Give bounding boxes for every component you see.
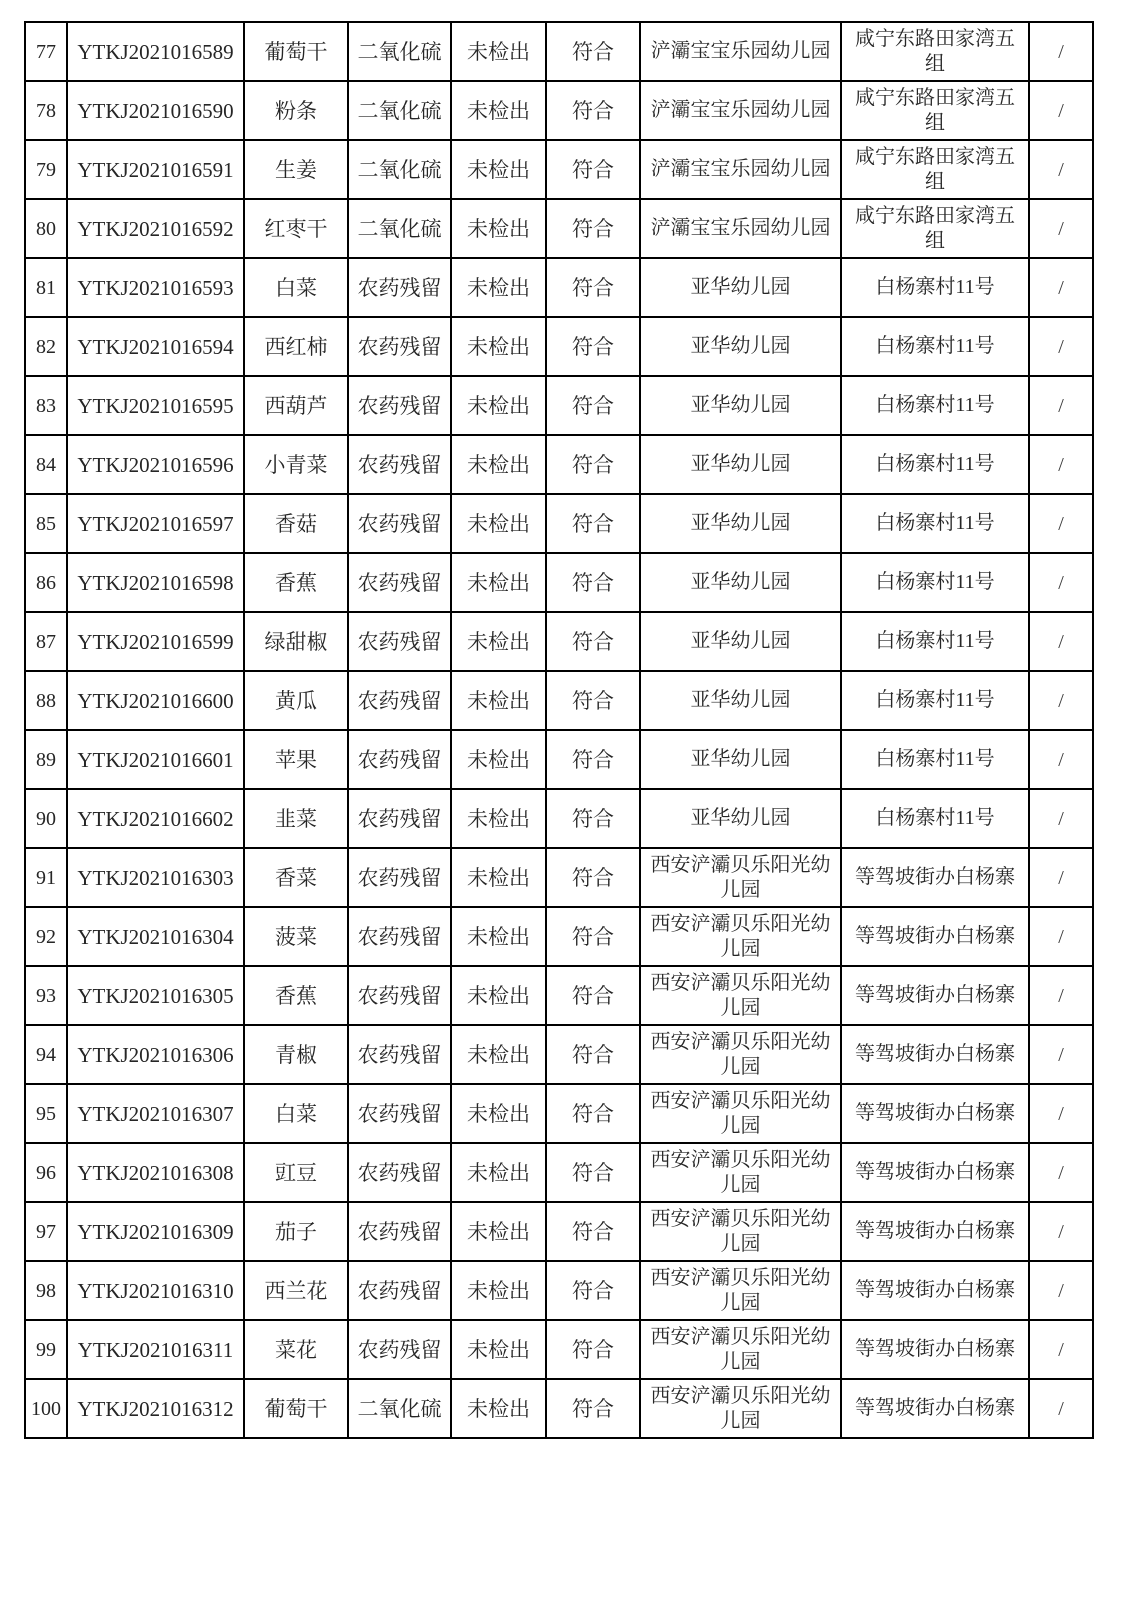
cell-sample-name: 小青菜 [244, 435, 348, 494]
cell-inspected-unit: 亚华幼儿园 [640, 376, 841, 435]
cell-inspected-unit: 西安浐灞贝乐阳光幼儿园 [640, 907, 841, 966]
cell-test-item: 二氧化硫 [348, 1379, 451, 1438]
cell-inspected-unit: 亚华幼儿园 [640, 730, 841, 789]
cell-sample-name: 香菜 [244, 848, 348, 907]
cell-unit-address: 等驾坡街办白杨寨 [841, 1379, 1029, 1438]
cell-sample-name: 黄瓜 [244, 671, 348, 730]
cell-sample-name: 菠菜 [244, 907, 348, 966]
cell-inspected-unit: 西安浐灞贝乐阳光幼儿园 [640, 1143, 841, 1202]
cell-sample-name: 香蕉 [244, 966, 348, 1025]
table-row [25, 907, 1093, 966]
cell-inspected-unit: 浐灞宝宝乐园幼儿园 [640, 81, 841, 140]
cell-remark: / [1029, 435, 1093, 494]
table-row [25, 1084, 1093, 1143]
cell-test-result: 未检出 [451, 22, 546, 81]
cell-sample-id: YTKJ2021016311 [67, 1320, 244, 1379]
cell-row-number: 90 [25, 789, 67, 848]
cell-sample-name: 西葫芦 [244, 376, 348, 435]
cell-sample-id: YTKJ2021016304 [67, 907, 244, 966]
table-row [25, 612, 1093, 671]
cell-conclusion: 符合 [546, 258, 640, 317]
table-row [25, 730, 1093, 789]
cell-test-item: 农药残留 [348, 494, 451, 553]
cell-test-result: 未检出 [451, 966, 546, 1025]
cell-unit-address: 等驾坡街办白杨寨 [841, 1261, 1029, 1320]
cell-test-item: 农药残留 [348, 730, 451, 789]
cell-sample-name: 白菜 [244, 1084, 348, 1143]
cell-unit-address: 白杨寨村11号 [841, 376, 1029, 435]
table-body [25, 22, 1093, 1438]
cell-test-item: 农药残留 [348, 376, 451, 435]
table-row [25, 22, 1093, 81]
cell-sample-name: 红枣干 [244, 199, 348, 258]
table-row [25, 140, 1093, 199]
cell-sample-id: YTKJ2021016594 [67, 317, 244, 376]
cell-test-item: 农药残留 [348, 317, 451, 376]
table-row [25, 258, 1093, 317]
cell-test-result: 未检出 [451, 258, 546, 317]
cell-sample-id: YTKJ2021016309 [67, 1202, 244, 1261]
cell-inspected-unit: 浐灞宝宝乐园幼儿园 [640, 199, 841, 258]
cell-test-item: 二氧化硫 [348, 140, 451, 199]
cell-remark: / [1029, 81, 1093, 140]
cell-row-number: 99 [25, 1320, 67, 1379]
cell-sample-id: YTKJ2021016590 [67, 81, 244, 140]
cell-sample-name: 韭菜 [244, 789, 348, 848]
cell-sample-id: YTKJ2021016592 [67, 199, 244, 258]
table-row [25, 1143, 1093, 1202]
cell-sample-name: 豇豆 [244, 1143, 348, 1202]
cell-test-result: 未检出 [451, 1084, 546, 1143]
cell-conclusion: 符合 [546, 317, 640, 376]
cell-test-item: 农药残留 [348, 435, 451, 494]
cell-remark: / [1029, 1379, 1093, 1438]
cell-sample-name: 香蕉 [244, 553, 348, 612]
cell-unit-address: 等驾坡街办白杨寨 [841, 1143, 1029, 1202]
cell-inspected-unit: 西安浐灞贝乐阳光幼儿园 [640, 848, 841, 907]
cell-unit-address: 白杨寨村11号 [841, 553, 1029, 612]
cell-row-number: 80 [25, 199, 67, 258]
cell-unit-address: 白杨寨村11号 [841, 789, 1029, 848]
table-row [25, 1202, 1093, 1261]
cell-sample-name: 苹果 [244, 730, 348, 789]
cell-test-item: 农药残留 [348, 258, 451, 317]
cell-sample-name: 茄子 [244, 1202, 348, 1261]
cell-inspected-unit: 西安浐灞贝乐阳光幼儿园 [640, 1025, 841, 1084]
cell-remark: / [1029, 553, 1093, 612]
table-row [25, 966, 1093, 1025]
cell-test-item: 农药残留 [348, 966, 451, 1025]
cell-conclusion: 符合 [546, 848, 640, 907]
inspection-results-table [24, 21, 1094, 1439]
cell-test-result: 未检出 [451, 553, 546, 612]
cell-conclusion: 符合 [546, 22, 640, 81]
table-row [25, 376, 1093, 435]
cell-conclusion: 符合 [546, 966, 640, 1025]
cell-remark: / [1029, 1261, 1093, 1320]
cell-test-result: 未检出 [451, 730, 546, 789]
cell-test-result: 未检出 [451, 1143, 546, 1202]
cell-sample-name: 粉条 [244, 81, 348, 140]
cell-test-result: 未检出 [451, 376, 546, 435]
cell-inspected-unit: 浐灞宝宝乐园幼儿园 [640, 140, 841, 199]
table-row [25, 1261, 1093, 1320]
cell-unit-address: 等驾坡街办白杨寨 [841, 966, 1029, 1025]
cell-test-item: 农药残留 [348, 671, 451, 730]
cell-test-item: 二氧化硫 [348, 199, 451, 258]
cell-test-result: 未检出 [451, 671, 546, 730]
cell-sample-id: YTKJ2021016596 [67, 435, 244, 494]
cell-test-result: 未检出 [451, 1025, 546, 1084]
cell-sample-id: YTKJ2021016600 [67, 671, 244, 730]
cell-unit-address: 白杨寨村11号 [841, 730, 1029, 789]
cell-row-number: 86 [25, 553, 67, 612]
cell-sample-id: YTKJ2021016303 [67, 848, 244, 907]
cell-row-number: 98 [25, 1261, 67, 1320]
cell-conclusion: 符合 [546, 1025, 640, 1084]
cell-sample-id: YTKJ2021016310 [67, 1261, 244, 1320]
cell-row-number: 100 [25, 1379, 67, 1438]
cell-sample-id: YTKJ2021016589 [67, 22, 244, 81]
cell-test-result: 未检出 [451, 199, 546, 258]
cell-sample-name: 白菜 [244, 258, 348, 317]
cell-remark: / [1029, 612, 1093, 671]
cell-remark: / [1029, 1025, 1093, 1084]
cell-inspected-unit: 亚华幼儿园 [640, 435, 841, 494]
cell-inspected-unit: 亚华幼儿园 [640, 258, 841, 317]
cell-conclusion: 符合 [546, 1202, 640, 1261]
cell-unit-address: 白杨寨村11号 [841, 317, 1029, 376]
cell-sample-id: YTKJ2021016602 [67, 789, 244, 848]
cell-conclusion: 符合 [546, 140, 640, 199]
cell-inspected-unit: 亚华幼儿园 [640, 789, 841, 848]
cell-conclusion: 符合 [546, 907, 640, 966]
cell-unit-address: 白杨寨村11号 [841, 258, 1029, 317]
cell-conclusion: 符合 [546, 671, 640, 730]
cell-sample-id: YTKJ2021016306 [67, 1025, 244, 1084]
cell-sample-id: YTKJ2021016305 [67, 966, 244, 1025]
cell-inspected-unit: 浐灞宝宝乐园幼儿园 [640, 22, 841, 81]
cell-sample-name: 葡萄干 [244, 22, 348, 81]
cell-test-result: 未检出 [451, 317, 546, 376]
cell-inspected-unit: 西安浐灞贝乐阳光幼儿园 [640, 1084, 841, 1143]
cell-remark: / [1029, 317, 1093, 376]
cell-sample-id: YTKJ2021016599 [67, 612, 244, 671]
cell-conclusion: 符合 [546, 1084, 640, 1143]
cell-row-number: 77 [25, 22, 67, 81]
table-row [25, 435, 1093, 494]
cell-sample-id: YTKJ2021016308 [67, 1143, 244, 1202]
table-row [25, 553, 1093, 612]
cell-test-item: 农药残留 [348, 789, 451, 848]
cell-remark: / [1029, 376, 1093, 435]
cell-sample-id: YTKJ2021016595 [67, 376, 244, 435]
cell-row-number: 78 [25, 81, 67, 140]
cell-inspected-unit: 亚华幼儿园 [640, 553, 841, 612]
cell-test-result: 未检出 [451, 1202, 546, 1261]
cell-test-result: 未检出 [451, 1261, 546, 1320]
cell-unit-address: 咸宁东路田家湾五组 [841, 140, 1029, 199]
cell-test-result: 未检出 [451, 612, 546, 671]
cell-remark: / [1029, 730, 1093, 789]
cell-sample-name: 青椒 [244, 1025, 348, 1084]
cell-row-number: 82 [25, 317, 67, 376]
cell-row-number: 81 [25, 258, 67, 317]
cell-test-result: 未检出 [451, 435, 546, 494]
cell-inspected-unit: 西安浐灞贝乐阳光幼儿园 [640, 1261, 841, 1320]
cell-conclusion: 符合 [546, 553, 640, 612]
cell-inspected-unit: 西安浐灞贝乐阳光幼儿园 [640, 1379, 841, 1438]
cell-row-number: 97 [25, 1202, 67, 1261]
table-row [25, 494, 1093, 553]
cell-unit-address: 白杨寨村11号 [841, 671, 1029, 730]
cell-conclusion: 符合 [546, 81, 640, 140]
cell-remark: / [1029, 1202, 1093, 1261]
cell-unit-address: 等驾坡街办白杨寨 [841, 1202, 1029, 1261]
cell-remark: / [1029, 140, 1093, 199]
cell-conclusion: 符合 [546, 612, 640, 671]
cell-remark: / [1029, 848, 1093, 907]
cell-inspected-unit: 亚华幼儿园 [640, 317, 841, 376]
cell-remark: / [1029, 907, 1093, 966]
cell-test-result: 未检出 [451, 789, 546, 848]
cell-test-result: 未检出 [451, 81, 546, 140]
cell-row-number: 94 [25, 1025, 67, 1084]
cell-sample-name: 西红柿 [244, 317, 348, 376]
cell-test-item: 二氧化硫 [348, 81, 451, 140]
cell-remark: / [1029, 1084, 1093, 1143]
cell-test-item: 农药残留 [348, 1261, 451, 1320]
cell-inspected-unit: 西安浐灞贝乐阳光幼儿园 [640, 1320, 841, 1379]
cell-remark: / [1029, 966, 1093, 1025]
cell-row-number: 96 [25, 1143, 67, 1202]
cell-row-number: 79 [25, 140, 67, 199]
cell-sample-name: 葡萄干 [244, 1379, 348, 1438]
cell-test-item: 农药残留 [348, 612, 451, 671]
cell-row-number: 92 [25, 907, 67, 966]
cell-sample-name: 香菇 [244, 494, 348, 553]
table-row [25, 848, 1093, 907]
cell-test-item: 农药残留 [348, 553, 451, 612]
cell-remark: / [1029, 789, 1093, 848]
table-row [25, 1379, 1093, 1438]
cell-remark: / [1029, 199, 1093, 258]
cell-row-number: 83 [25, 376, 67, 435]
cell-sample-id: YTKJ2021016598 [67, 553, 244, 612]
cell-unit-address: 白杨寨村11号 [841, 494, 1029, 553]
cell-test-result: 未检出 [451, 1379, 546, 1438]
cell-row-number: 85 [25, 494, 67, 553]
cell-remark: / [1029, 258, 1093, 317]
cell-remark: / [1029, 22, 1093, 81]
cell-row-number: 84 [25, 435, 67, 494]
cell-unit-address: 白杨寨村11号 [841, 435, 1029, 494]
cell-test-result: 未检出 [451, 848, 546, 907]
cell-sample-id: YTKJ2021016591 [67, 140, 244, 199]
cell-sample-id: YTKJ2021016597 [67, 494, 244, 553]
cell-conclusion: 符合 [546, 199, 640, 258]
table-row [25, 81, 1093, 140]
cell-sample-name: 生姜 [244, 140, 348, 199]
cell-row-number: 88 [25, 671, 67, 730]
table-row [25, 199, 1093, 258]
cell-test-item: 农药残留 [348, 907, 451, 966]
cell-unit-address: 咸宁东路田家湾五组 [841, 22, 1029, 81]
cell-sample-id: YTKJ2021016593 [67, 258, 244, 317]
cell-remark: / [1029, 1143, 1093, 1202]
cell-sample-id: YTKJ2021016312 [67, 1379, 244, 1438]
cell-conclusion: 符合 [546, 1379, 640, 1438]
cell-conclusion: 符合 [546, 789, 640, 848]
cell-unit-address: 咸宁东路田家湾五组 [841, 81, 1029, 140]
cell-test-result: 未检出 [451, 494, 546, 553]
cell-conclusion: 符合 [546, 1320, 640, 1379]
cell-unit-address: 等驾坡街办白杨寨 [841, 1084, 1029, 1143]
cell-test-item: 二氧化硫 [348, 22, 451, 81]
table-row [25, 1320, 1093, 1379]
cell-sample-id: YTKJ2021016307 [67, 1084, 244, 1143]
cell-unit-address: 等驾坡街办白杨寨 [841, 907, 1029, 966]
cell-unit-address: 等驾坡街办白杨寨 [841, 1320, 1029, 1379]
cell-conclusion: 符合 [546, 1143, 640, 1202]
cell-remark: / [1029, 494, 1093, 553]
table-row [25, 671, 1093, 730]
cell-conclusion: 符合 [546, 376, 640, 435]
table-row [25, 1025, 1093, 1084]
cell-sample-name: 绿甜椒 [244, 612, 348, 671]
cell-test-result: 未检出 [451, 1320, 546, 1379]
cell-conclusion: 符合 [546, 435, 640, 494]
cell-test-item: 农药残留 [348, 1320, 451, 1379]
cell-test-result: 未检出 [451, 140, 546, 199]
cell-unit-address: 白杨寨村11号 [841, 612, 1029, 671]
cell-row-number: 87 [25, 612, 67, 671]
cell-unit-address: 咸宁东路田家湾五组 [841, 199, 1029, 258]
cell-sample-id: YTKJ2021016601 [67, 730, 244, 789]
cell-sample-name: 菜花 [244, 1320, 348, 1379]
cell-unit-address: 等驾坡街办白杨寨 [841, 1025, 1029, 1084]
cell-inspected-unit: 西安浐灞贝乐阳光幼儿园 [640, 1202, 841, 1261]
cell-test-item: 农药残留 [348, 1143, 451, 1202]
cell-test-result: 未检出 [451, 907, 546, 966]
cell-test-item: 农药残留 [348, 1202, 451, 1261]
cell-inspected-unit: 西安浐灞贝乐阳光幼儿园 [640, 966, 841, 1025]
cell-conclusion: 符合 [546, 494, 640, 553]
cell-remark: / [1029, 671, 1093, 730]
cell-row-number: 93 [25, 966, 67, 1025]
cell-conclusion: 符合 [546, 1261, 640, 1320]
cell-test-item: 农药残留 [348, 1025, 451, 1084]
cell-row-number: 91 [25, 848, 67, 907]
cell-test-item: 农药残留 [348, 1084, 451, 1143]
cell-conclusion: 符合 [546, 730, 640, 789]
cell-row-number: 95 [25, 1084, 67, 1143]
cell-unit-address: 等驾坡街办白杨寨 [841, 848, 1029, 907]
cell-inspected-unit: 亚华幼儿园 [640, 612, 841, 671]
cell-sample-name: 西兰花 [244, 1261, 348, 1320]
cell-inspected-unit: 亚华幼儿园 [640, 494, 841, 553]
table-row [25, 317, 1093, 376]
cell-inspected-unit: 亚华幼儿园 [640, 671, 841, 730]
table-row [25, 789, 1093, 848]
cell-remark: / [1029, 1320, 1093, 1379]
cell-test-item: 农药残留 [348, 848, 451, 907]
cell-row-number: 89 [25, 730, 67, 789]
